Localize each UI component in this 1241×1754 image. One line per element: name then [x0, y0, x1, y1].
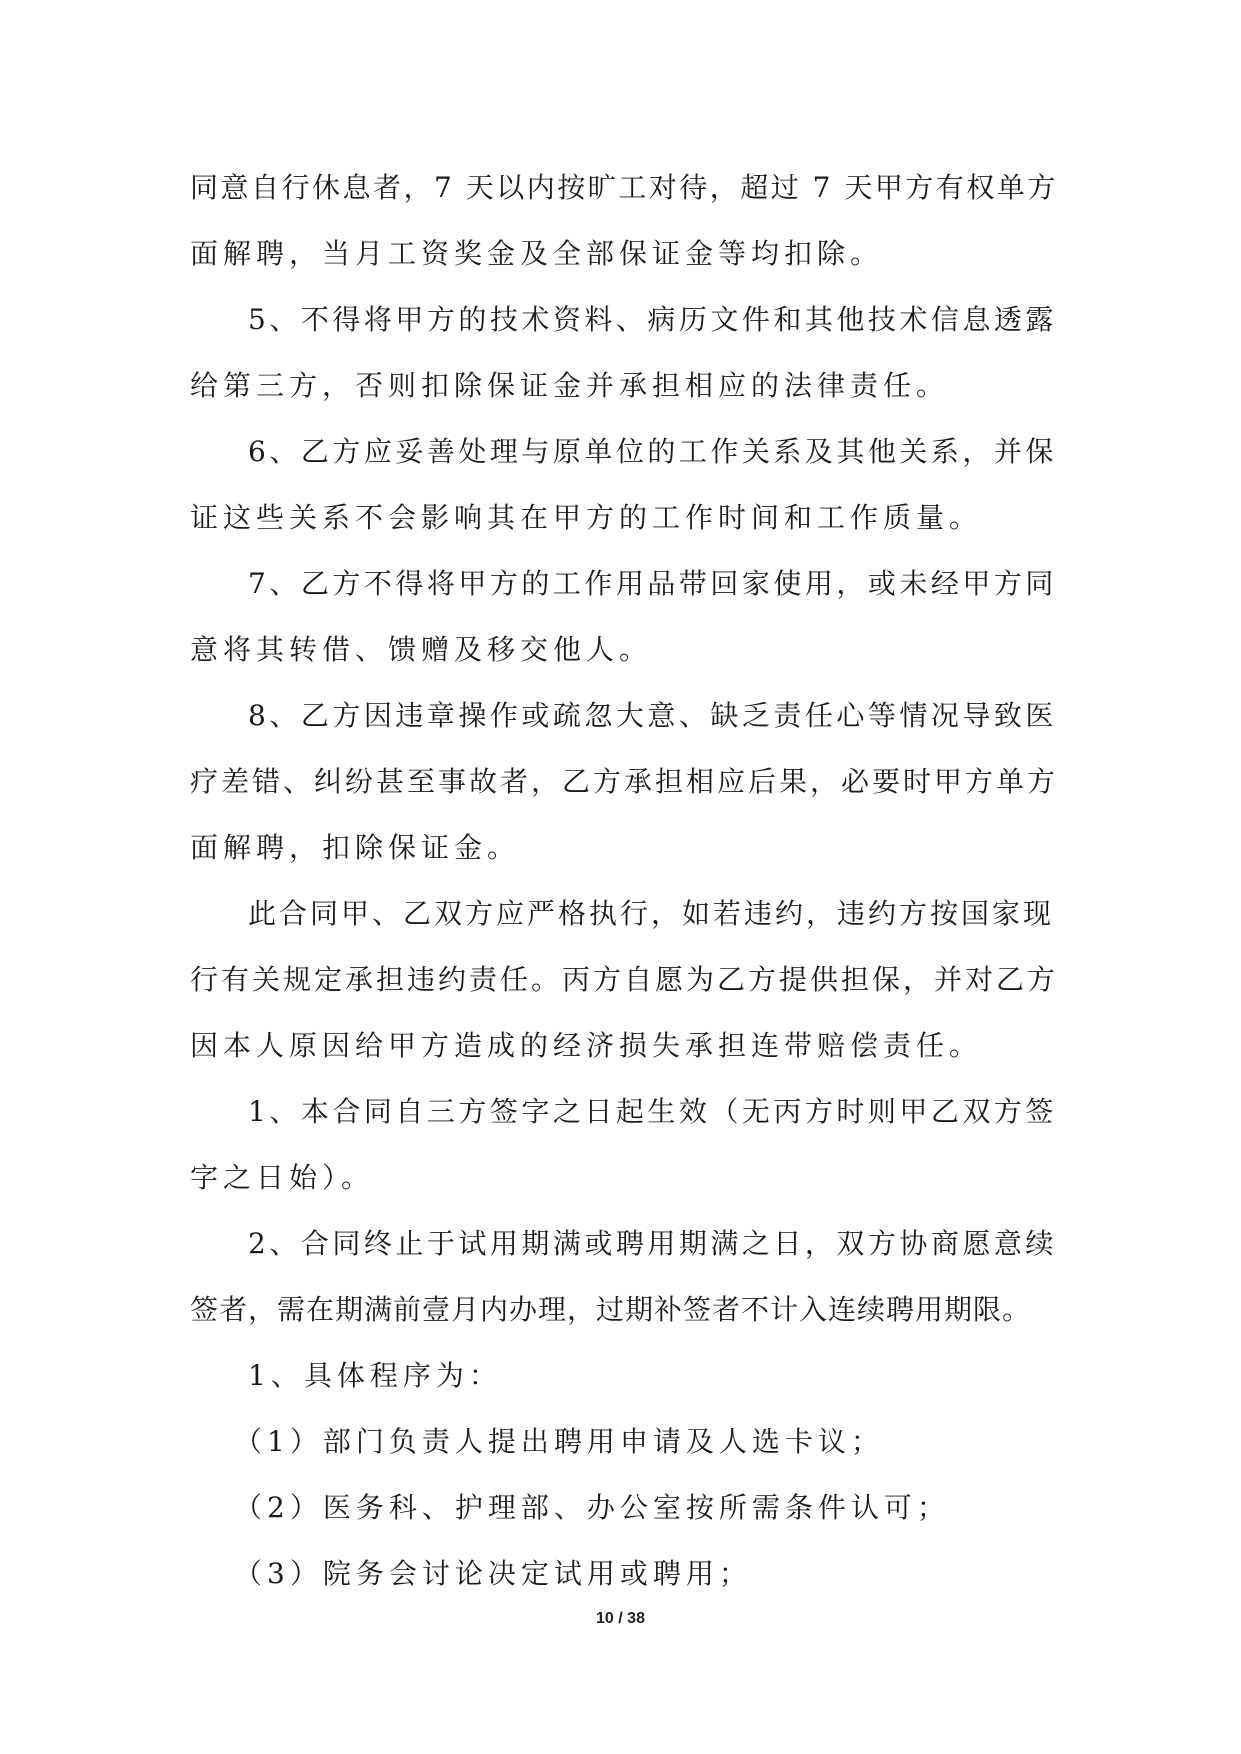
text-line: 字之日始）。 [190, 1161, 375, 1194]
text-line: 同意自行休息者，7 天以内按旷工对待，超过 7 天甲方有权单方 [190, 171, 1058, 204]
text-line: 1、具体程序为： [248, 1359, 502, 1392]
text-line: 1、本合同自三方签字之日起生效（无丙方时则甲乙双方签 [248, 1095, 1057, 1128]
text-line: 6、乙方应妥善处理与原单位的工作关系及其他关系，并保 [248, 435, 1057, 468]
text-line: （1）部门负责人提出聘用申请及人选卡议； [234, 1425, 884, 1458]
text-line: 8、乙方因违章操作或疏忽大意、缺乏责任心等情况导致医 [248, 699, 1057, 732]
text-line: 面解聘，扣除保证金。 [190, 831, 521, 864]
text-line: 因本人原因给甲方造成的经济损失承担连带赔偿责任。 [190, 1029, 983, 1062]
page-number: 10 / 38 [596, 1610, 645, 1627]
text-line: 面解聘，当月工资奖金及全部保证金等均扣除。 [190, 237, 884, 270]
text-line: 7、乙方不得将甲方的工作用品带回家使用，或未经甲方同 [248, 567, 1057, 600]
text-line: 5、不得将甲方的技术资料、病历文件和其他技术信息透露 [248, 303, 1057, 336]
text-line: 2、合同终止于试用期满或聘用期满之日，双方协商愿意续 [248, 1227, 1057, 1260]
text-line: （2）医务科、护理部、办公室按所需条件认可； [234, 1491, 950, 1524]
text-line: 行有关规定承担违约责任。丙方自愿为乙方提供担保，并对乙方 [190, 963, 1059, 996]
text-line: （3）院务会讨论决定试用或聘用； [234, 1557, 752, 1590]
text-line: 此合同甲、乙双方应严格执行，如若违约，违约方按国家现 [248, 897, 1055, 930]
text-line: 给第三方，否则扣除保证金并承担相应的法律责任。 [190, 369, 950, 402]
text-line: 意将其转借、馈赠及移交他人。 [190, 633, 653, 666]
text-line: 疗差错、纠纷甚至事故者，乙方承担相应后果，必要时甲方单方 [190, 765, 1059, 798]
text-line: 证这些关系不会影响其在甲方的工作时间和工作质量。 [190, 501, 983, 534]
document-body [190, 155, 1060, 1607]
text-line: 签者，需在期满前壹月内办理，过期补签者不计入连续聘用期限。 [190, 1293, 1032, 1326]
